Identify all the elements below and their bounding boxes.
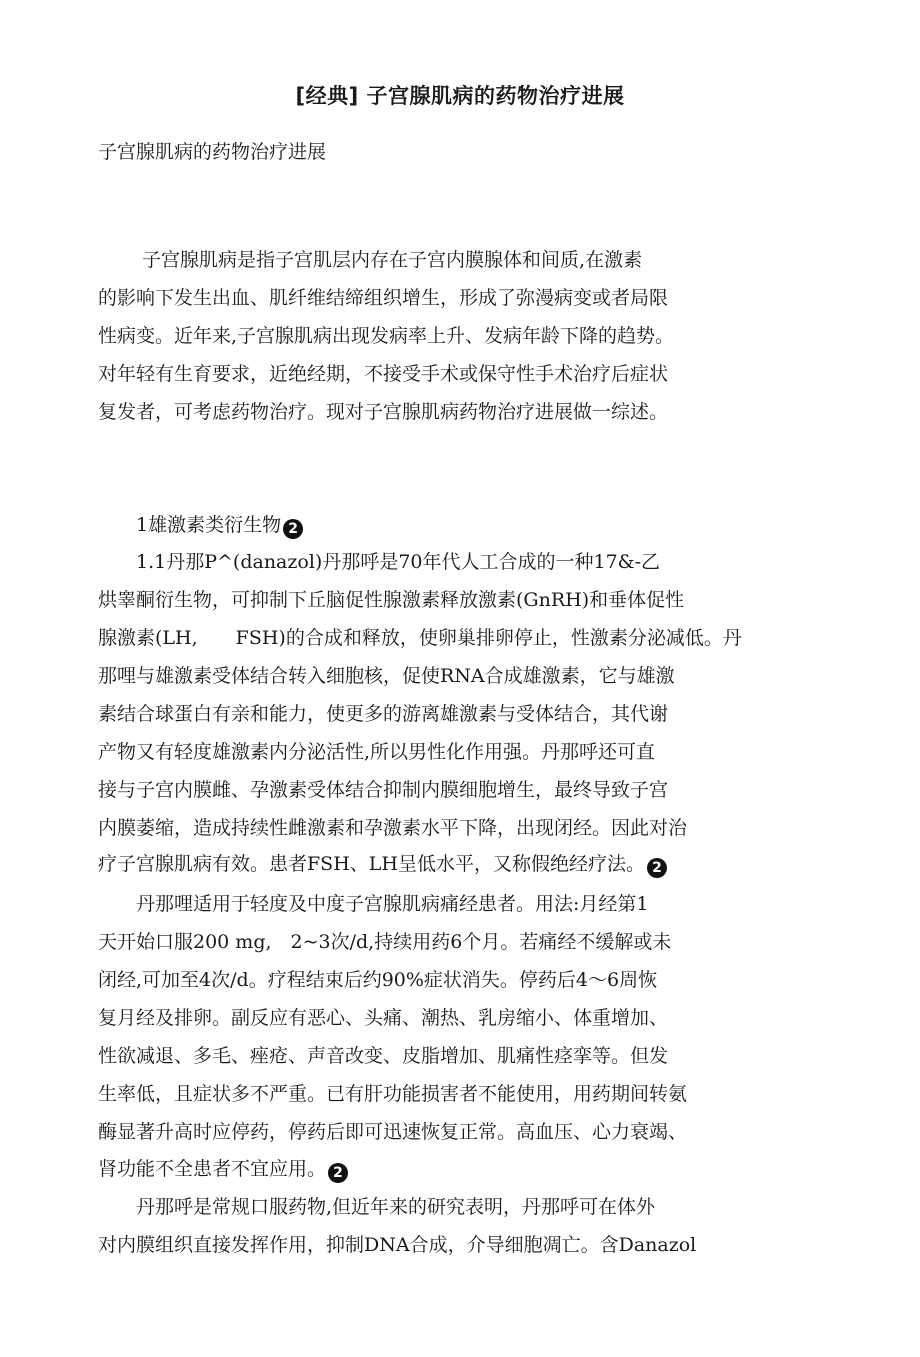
document-subtitle: 子宫腺肌病的药物治疗进展 [98, 141, 327, 163]
paragraph-line: 接与子宫内膜雌、孕激素受体结合抑制内膜细胞增生，最终导致子宫 [98, 779, 669, 801]
paragraph-line: 腺激素(LH, FSH)的合成和释放，使卵巢排卵停止，性激素分泌减低。丹 [98, 627, 742, 649]
reference-marker-icon: 2 [283, 519, 303, 539]
paragraph-line: 产物又有轻度雄激素内分泌活性,所以男性化作用强。丹那呼还可直 [98, 741, 656, 763]
paragraph-line: 素结合球蛋白有亲和能力，使更多的游离雄激素与受体结合，其代谢 [98, 703, 669, 725]
reference-marker-icon: 2 [328, 1163, 348, 1183]
paragraph-line: 丹那呼是常规口服药物,但近年来的研究表明，丹那呼可在体外 [98, 1196, 656, 1218]
paragraph-line: 生率低，且症状多不严重。已有肝功能损害者不能使用，用药期间转氨 [98, 1083, 688, 1105]
paragraph-line: 内膜萎缩，造成持续性雌激素和孕激素水平下降，出现闭经。因此对治 [98, 817, 688, 839]
paragraph-line [98, 1157, 348, 1183]
paragraph-line-text: 肾功能不全患者不宜应用。 [98, 1158, 327, 1180]
intro-line: 子宫腺肌病是指子宫肌层内存在子宫内膜腺体和间质,在激素 [98, 249, 643, 271]
section-heading-text: 1雄激素类衍生物 [98, 514, 282, 536]
paragraph-line: 丹那哩适用于轻度及中度子宫腺肌病痛经患者。用法:月经第1 [98, 893, 649, 915]
reference-marker-icon: 2 [647, 858, 667, 878]
paragraph-line: 性欲减退、多毛、痤疮、声音改变、皮脂增加、肌痛性痉挛等。但发 [98, 1045, 669, 1067]
intro-line: 对年轻有生育要求，近绝经期，不接受手术或保守性手术治疗后症状 [98, 363, 669, 385]
section-heading [98, 513, 303, 539]
paragraph-line-text: 疗子宫腺肌病有效。患者FSH、LH呈低水平，又称假绝经疗法。 [98, 853, 645, 875]
paragraph-line: 闭经,可加至4次/d。疗程结束后约90%症状消失。停药后4～6周恢 [98, 969, 658, 991]
intro-line: 复发者，可考虑药物治疗。现对子宫腺肌病药物治疗进展做一综述。 [98, 401, 669, 423]
paragraph-line: 那哩与雄激素受体结合转入细胞核，促使RNA合成雄激素，它与雄激 [98, 665, 675, 687]
paragraph-line: 对内膜组织直接发挥作用，抑制DNA合成，介导细胞凋亡。含Danazol [98, 1234, 697, 1256]
intro-line: 性病变。近年来,子宫腺肌病出现发病率上升、发病年龄下降的趋势。 [98, 325, 675, 347]
paragraph-line: 天开始口服200 mg, 2~3次/d,持续用药6个月。若痛经不缓解或未 [98, 931, 672, 953]
paragraph-line [98, 852, 667, 878]
document-title: [经典] 子宫腺肌病的药物治疗进展 [295, 84, 625, 108]
paragraph-line: 酶显著升高时应停药，停药后即可迅速恢复正常。高血压、心力衰竭、 [98, 1121, 688, 1143]
paragraph-line: 烘睾酮衍生物，可抑制下丘脑促性腺激素释放激素(GnRH)和垂体促性 [98, 589, 685, 611]
paragraph-line: 1.1丹那P^(danazol)丹那呼是70年代人工合成的一种17&-乙 [98, 551, 661, 573]
paragraph-line: 复月经及排卵。副反应有恶心、头痛、潮热、乳房缩小、体重增加、 [98, 1007, 669, 1029]
intro-line: 的影响下发生出血、肌纤维结缔组织增生，形成了弥漫病变或者局限 [98, 287, 669, 309]
